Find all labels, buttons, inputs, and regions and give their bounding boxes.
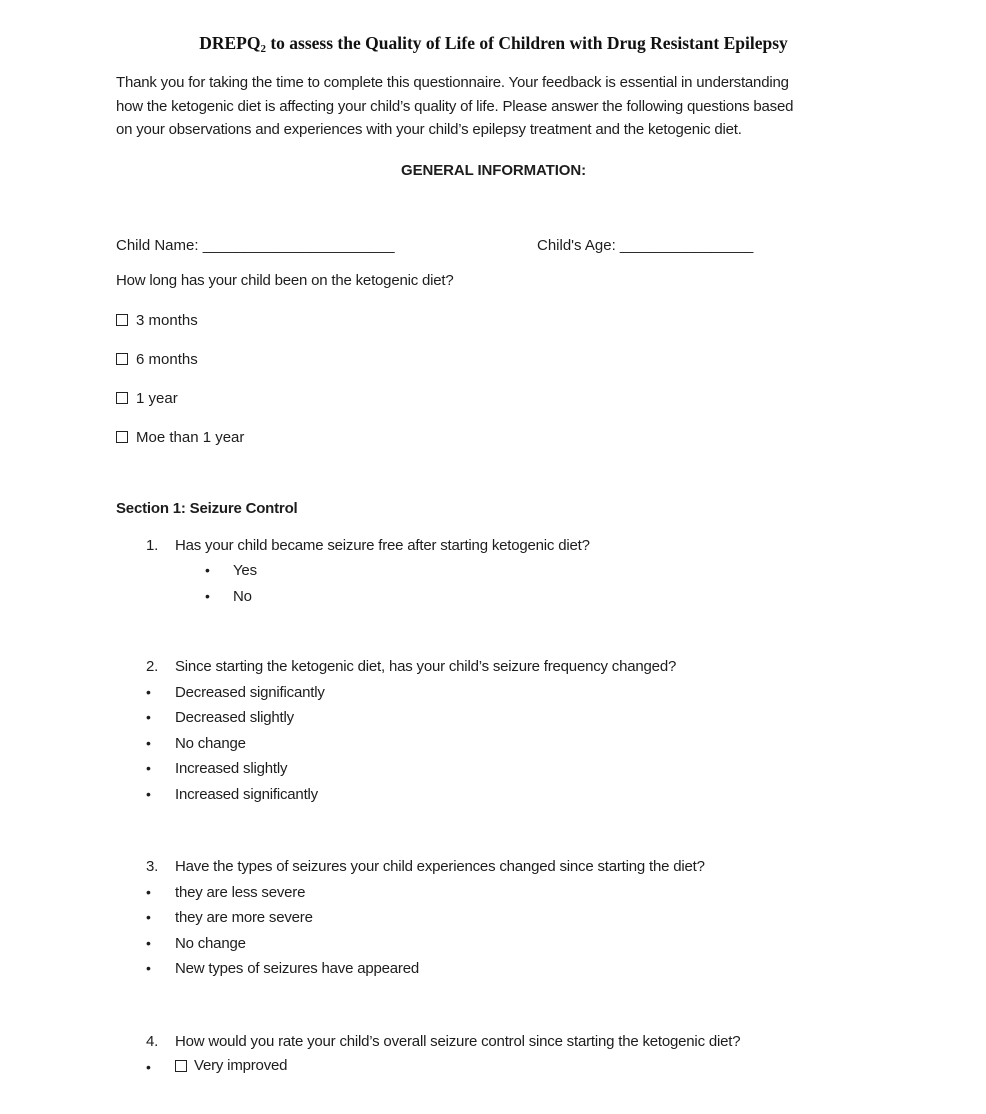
intro-line: on your observations and experiences with your child’s epilepsy treatment and the ketogenic diet.	[116, 121, 742, 138]
question-2-option[interactable]	[116, 782, 871, 808]
title-subscript: 2	[260, 43, 266, 55]
title-prefix: DREPQ	[199, 33, 261, 53]
option-label: Increased significantly	[175, 785, 318, 803]
bullet-icon: •	[146, 709, 151, 725]
option-label: No	[233, 587, 252, 605]
question-number: 2.	[146, 658, 159, 675]
option-label: New types of seizures have appeared	[175, 960, 419, 977]
question-1-text-row	[116, 534, 871, 559]
question-text: Have the types of seizures your child experiences changed since starting the diet?	[175, 858, 705, 875]
option-label: they are less severe	[175, 883, 306, 901]
bullet-icon: •	[205, 587, 210, 604]
option-label: No change	[175, 734, 246, 752]
bullet-icon: •	[205, 562, 210, 578]
question-1-option-yes[interactable]	[116, 558, 871, 584]
duration-option-label: 1 year	[136, 389, 178, 407]
checkbox-icon[interactable]	[116, 392, 128, 404]
option-label: Very improved	[194, 1057, 288, 1074]
duration-options-list	[116, 311, 871, 447]
option-label-with-checkbox	[175, 1054, 287, 1079]
question-3-option[interactable]	[116, 956, 871, 982]
question-text: How would you rate your child’s overall seizure control since starting the ketogenic diet?	[175, 1032, 741, 1050]
question-text: Since starting the ketogenic diet, has your child’s seizure frequency changed?	[175, 658, 677, 675]
duration-option-6-months[interactable]	[116, 350, 871, 369]
option-label: Yes	[233, 562, 257, 579]
option-label: Decreased slightly	[175, 709, 294, 726]
question-4-text-row	[116, 1030, 871, 1055]
question-2-option[interactable]	[116, 731, 871, 757]
duration-option-more-than-1-year[interactable]	[116, 428, 871, 447]
checkbox-icon[interactable]	[116, 314, 128, 326]
intro-paragraph	[116, 71, 871, 142]
question-4	[116, 1030, 871, 1080]
child-age-label: Child's Age:	[537, 236, 620, 254]
child-age-field	[537, 236, 753, 256]
checkbox-icon[interactable]	[116, 431, 128, 443]
question-number: 4.	[146, 1032, 159, 1050]
question-number: 3.	[146, 858, 159, 875]
question-3-option[interactable]	[116, 880, 871, 906]
bullet-icon: •	[146, 760, 151, 776]
name-age-row	[116, 236, 871, 256]
question-number: 1.	[146, 536, 159, 554]
question-text: Has your child became seizure free after starting ketogenic diet?	[175, 536, 590, 554]
checkbox-icon[interactable]	[175, 1060, 187, 1072]
question-2-option[interactable]	[116, 680, 871, 706]
bullet-icon: •	[146, 683, 151, 700]
bullet-icon: •	[146, 734, 151, 751]
duration-option-label: Moe than 1 year	[136, 428, 245, 446]
question-2-option[interactable]	[116, 756, 871, 782]
general-information-heading: GENERAL INFORMATION:	[401, 161, 586, 179]
duration-option-label: 6 months	[136, 350, 198, 368]
question-2-option[interactable]	[116, 705, 871, 731]
question-1-option-no[interactable]	[116, 584, 871, 610]
bullet-icon: •	[146, 785, 151, 802]
document-title	[116, 33, 871, 55]
option-label: Increased slightly	[175, 760, 288, 777]
duration-option-1-year[interactable]	[116, 389, 871, 408]
option-label: Decreased significantly	[175, 683, 325, 701]
bullet-icon: •	[146, 1059, 151, 1076]
intro-line: how the ketogenic diet is affecting your child’s quality of life. Please answer the following questions based	[116, 97, 794, 115]
duration-option-label: 3 months	[136, 311, 198, 329]
checkbox-icon[interactable]	[116, 353, 128, 365]
child-age-blank[interactable]: ________________	[619, 236, 754, 254]
option-label: No change	[175, 934, 246, 952]
question-2	[116, 655, 871, 807]
child-name-label: Child Name:	[116, 236, 203, 254]
section-1-heading: Section 1: Seizure Control	[116, 499, 298, 517]
bullet-icon: •	[146, 934, 151, 951]
child-name-blank[interactable]: _______________________	[202, 236, 395, 254]
duration-option-3-months[interactable]	[116, 311, 871, 330]
question-3-option[interactable]	[116, 905, 871, 931]
option-label: they are more severe	[175, 909, 313, 926]
bullet-icon: •	[146, 960, 151, 976]
intro-line: Thank you for taking the time to complete this questionnaire. Your feedback is essential in understanding	[116, 74, 789, 91]
question-3-text-row	[116, 855, 871, 880]
question-2-text-row	[116, 655, 871, 680]
bullet-icon: •	[146, 909, 151, 925]
bullet-icon: •	[146, 883, 151, 900]
child-name-field	[116, 236, 537, 256]
question-1	[116, 534, 871, 610]
questionnaire-page	[0, 33, 986, 1114]
question-4-option-very-improved[interactable]	[116, 1054, 871, 1080]
title-suffix: to assess the Quality of Life of Children with Drug Resistant Epilepsy	[265, 33, 788, 53]
question-3	[116, 855, 871, 982]
duration-question: How long has your child been on the ketogenic diet?	[116, 271, 454, 289]
question-3-option[interactable]	[116, 931, 871, 957]
